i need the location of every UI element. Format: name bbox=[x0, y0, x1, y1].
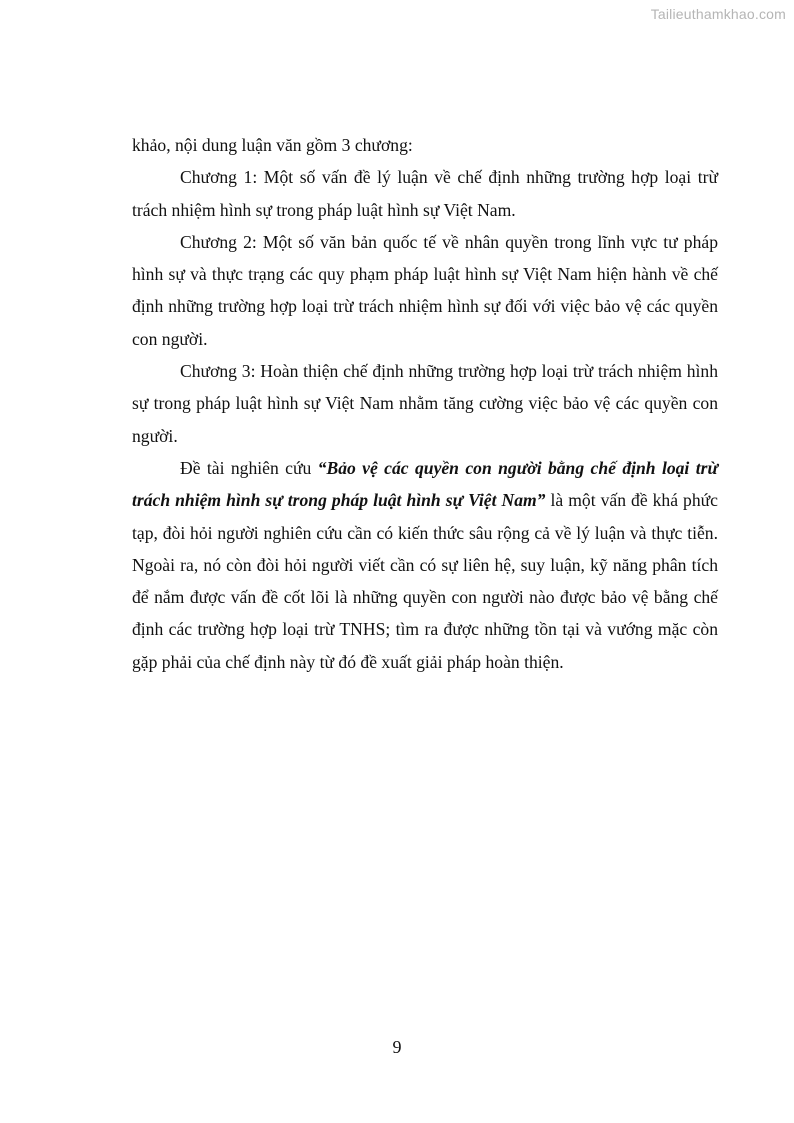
page-number: 9 bbox=[392, 1037, 402, 1057]
watermark: Tailieuthamkhao.com bbox=[650, 6, 786, 22]
thesis-title-emphasis: “Bảo vệ các quyền con người bằng chế định loại trừ trách nhiệm hình sự trong pháp luật hình sự Việt Nam” bbox=[132, 457, 718, 511]
topic-description-text: là một vấn đề khá phức tạp, đòi hỏi người nghiên cứu cần có kiến thức sâu rộng cả về lý luận và thực tiễn. Ngoài ra, nó còn đòi hỏi người viết cần có sự liên hệ, suy luận, kỹ năng phân tích để nắm được vấn đề cốt lõi là những quyền con người nào được bảo vệ bằng chế định các trường hợp loại trừ TNHS; tìm ra được những tồn tại và vướng mặc còn gặp phải của chế định này từ đó đề xuất giải pháp hoàn thiện. bbox=[132, 490, 718, 672]
document-body bbox=[132, 129, 718, 678]
paragraph-chapter-3: Chương 3: Hoàn thiện chế định những trường hợp loại trừ trách nhiệm hình sự trong pháp luật hình sự Việt Nam nhằm tăng cường việc bảo vệ các quyền con người. bbox=[132, 361, 718, 446]
paragraph-research-topic bbox=[132, 452, 718, 678]
paragraph-chapter-1: Chương 1: Một số vấn đề lý luận về chế định những trường hợp loại trừ trách nhiệm hình sự trong pháp luật hình sự Việt Nam. bbox=[132, 167, 718, 220]
paragraph-chapter-2: Chương 2: Một số văn bản quốc tế về nhân quyền trong lĩnh vực tư pháp hình sự và thực trạng các quy phạm pháp luật hình sự Việt Nam hiện hành về chế định những trường hợp loại trừ trách nhiệm hình sự đối với việc bảo vệ các quyền con người. bbox=[132, 231, 718, 349]
topic-intro-text: Đề tài nghiên cứu bbox=[180, 457, 318, 478]
paragraph-continuation: khảo, nội dung luận văn gồm 3 chương: bbox=[132, 135, 413, 155]
